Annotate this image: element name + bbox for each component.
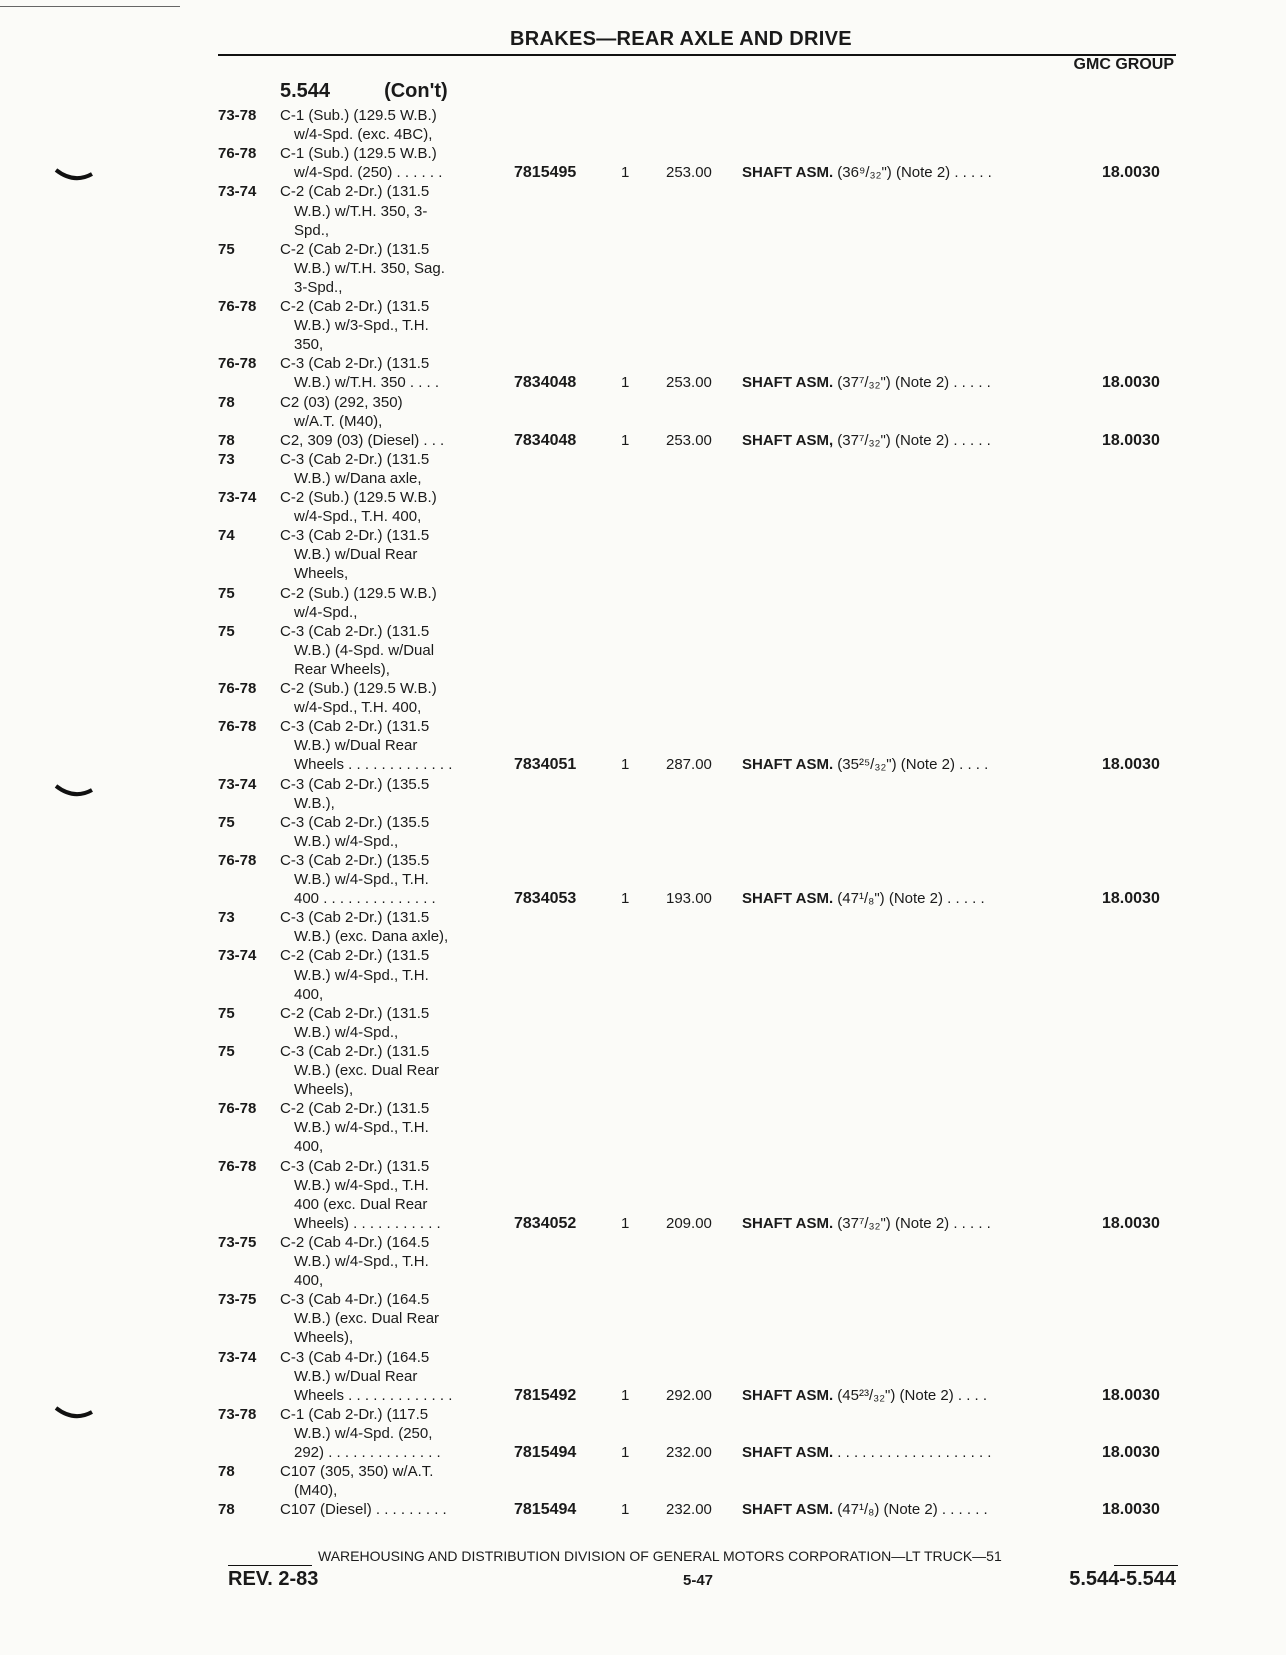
table-row [218, 584, 1178, 604]
quantity: 1 [621, 1386, 630, 1404]
part-number: 7834051 [514, 756, 577, 774]
table-row [218, 698, 1178, 718]
application-description: C-2 (Cab 2-Dr.) (131.5 [280, 1004, 430, 1022]
table-row [218, 106, 1178, 126]
part-number: 7815492 [514, 1386, 577, 1404]
table-row [218, 832, 1178, 852]
application-description: W.B.) w/Dana axle, [294, 469, 422, 487]
application-description: C-3 (Cab 2-Dr.) (131.5 [280, 718, 430, 736]
quantity: 1 [621, 890, 630, 908]
price: 287.00 [666, 756, 712, 774]
revision-label: REV. 2-83 [228, 1568, 319, 1590]
application-description: C-3 (Cab 2-Dr.) (131.5 [280, 527, 430, 545]
application-description: C-2 (Sub.) (129.5 W.B.) [280, 680, 437, 697]
item-spec: (47¹/₈) (Note 2) . . . . . . [837, 1501, 988, 1519]
top-edge-line [0, 6, 180, 7]
application-description: Rear Wheels), [294, 660, 390, 678]
table-row [218, 125, 1178, 145]
table-row [218, 717, 1178, 737]
quantity: 1 [621, 1214, 630, 1232]
table-row [218, 450, 1178, 470]
table-row [218, 966, 1178, 986]
table-row [218, 1290, 1178, 1310]
model-year: 73-75 [218, 1291, 257, 1309]
item-description [742, 163, 992, 183]
application-description: C-3 (Cab 2-Dr.) (131.5 [280, 909, 430, 927]
table-row [218, 813, 1178, 833]
application-description: W.B.) w/3-Spd., T.H. [294, 317, 429, 335]
application-description: Wheels, [294, 565, 349, 583]
application-description: C-3 (Cab 2-Dr.) (131.5 [280, 622, 430, 640]
application-description: W.B.), [294, 794, 335, 812]
application-description: W.B.) w/T.H. 350, 3- [294, 202, 428, 220]
application-description: W.B.) w/4-Spd., [294, 1023, 399, 1041]
table-row [218, 412, 1178, 432]
application-description: w/A.T. (M40), [294, 412, 383, 430]
application-description: w/4-Spd. (250) . . . . . . [294, 164, 443, 182]
model-year: 78 [218, 1501, 235, 1519]
model-year: 73-74 [218, 775, 257, 793]
table-row [218, 927, 1178, 947]
application-description: C-2 (Cab 2-Dr.) (131.5 [280, 1100, 430, 1118]
model-year: 76-78 [218, 1157, 257, 1175]
section-range: 5.544-5.544 [1069, 1568, 1176, 1590]
item-spec: (47¹/₈") (Note 2) . . . . . [837, 890, 985, 908]
table-row [218, 221, 1178, 241]
table-row [218, 641, 1178, 661]
part-number: 7834053 [514, 890, 577, 908]
table-row [218, 1500, 1178, 1520]
group-number: 18.0030 [1102, 1501, 1160, 1519]
application-description: C-3 (Cab 4-Dr.) (164.5 [280, 1348, 430, 1366]
model-year: 73-74 [218, 1348, 257, 1366]
table-row [218, 1099, 1178, 1119]
table-row [218, 660, 1178, 680]
application-description: 400, [294, 985, 324, 1003]
application-description: W.B.) w/T.H. 350 . . . . [294, 374, 440, 392]
application-description: Wheels), [294, 1081, 354, 1099]
table-row [218, 755, 1178, 775]
application-description: W.B.) w/4-Spd. (250, [294, 1424, 433, 1442]
price: 232.00 [666, 1444, 712, 1461]
application-description: 400 (exc. Dual Rear [294, 1195, 428, 1213]
price: 209.00 [666, 1214, 712, 1232]
application-description: w/4-Spd. (exc. 4BC), [294, 126, 433, 144]
footer-rule-left [228, 1565, 312, 1566]
item-description [742, 1214, 991, 1234]
binder-hole-mark [54, 168, 94, 182]
item-name: SHAFT ASM. [742, 374, 834, 392]
application-description: w/4-Spd., T.H. 400, [294, 699, 422, 717]
item-description [742, 1443, 991, 1463]
part-number: 7815495 [514, 164, 577, 182]
model-year: 73-78 [218, 1405, 257, 1423]
table-row [218, 1137, 1178, 1157]
table-row [218, 1023, 1178, 1043]
quantity: 1 [621, 1501, 630, 1519]
application-description: Spd., [294, 221, 330, 239]
group-number: 18.0030 [1102, 890, 1160, 908]
application-description: C-2 (Sub.) (129.5 W.B.) [280, 584, 437, 602]
application-description: C-3 (Cab 2-Dr.) (135.5 [280, 813, 430, 831]
group-number: 18.0030 [1102, 374, 1160, 392]
table-row [218, 851, 1178, 871]
model-year: 76-78 [218, 851, 257, 869]
table-row [218, 431, 1178, 451]
table-row [218, 985, 1178, 1005]
section-number: 5.544 [280, 80, 331, 102]
quantity: 1 [621, 431, 630, 449]
table-row [218, 775, 1178, 795]
table-row [218, 1061, 1178, 1081]
table-row [218, 679, 1178, 699]
table-row [218, 1214, 1178, 1234]
table-row [218, 1424, 1178, 1444]
application-description: C-3 (Cab 2-Dr.) (131.5 [280, 450, 430, 468]
model-year: 75 [218, 584, 235, 602]
model-year: 76-78 [218, 680, 257, 697]
section-heading [280, 80, 448, 103]
table-row [218, 1042, 1178, 1062]
item-description [742, 1386, 987, 1406]
application-description: Wheels) . . . . . . . . . . . [294, 1214, 441, 1232]
item-spec: (37⁷/₃₂") (Note 2) . . . . . [837, 431, 991, 449]
application-description: 400 . . . . . . . . . . . . . . [294, 890, 436, 908]
group-number: 18.0030 [1102, 1444, 1160, 1461]
model-year: 75 [218, 1004, 235, 1022]
price: 253.00 [666, 164, 712, 182]
page-title: BRAKES—REAR AXLE AND DRIVE [510, 28, 852, 50]
application-description: C-1 (Cab 2-Dr.) (117.5 [280, 1405, 429, 1423]
part-number: 7815494 [514, 1501, 577, 1519]
quantity: 1 [621, 164, 630, 182]
application-description: C-3 (Cab 4-Dr.) (164.5 [280, 1291, 430, 1309]
application-description: (M40), [294, 1482, 338, 1500]
application-description: C2 (03) (292, 350) [280, 393, 403, 411]
table-row [218, 1367, 1178, 1387]
item-description [742, 755, 988, 775]
table-row [218, 622, 1178, 642]
quantity: 1 [621, 756, 630, 774]
application-description: 350, [294, 336, 324, 354]
application-description: W.B.) (4-Spd. w/Dual [294, 641, 435, 659]
price: 232.00 [666, 1501, 712, 1519]
application-description: W.B.) w/4-Spd., [294, 832, 399, 850]
model-year: 73-78 [218, 107, 257, 124]
application-description: W.B.) w/T.H. 350, Sag. [294, 259, 445, 277]
table-row [218, 393, 1178, 413]
table-row [218, 1271, 1178, 1291]
table-row [218, 545, 1178, 565]
item-name: SHAFT ASM, [742, 431, 834, 449]
price: 292.00 [666, 1386, 712, 1404]
application-description: w/4-Spd., [294, 603, 358, 621]
item-name: SHAFT ASM. [742, 890, 834, 908]
quantity: 1 [621, 374, 630, 392]
model-year: 76-78 [218, 145, 257, 163]
part-number: 7834048 [514, 374, 577, 392]
footer-text: WAREHOUSING AND DISTRIBUTION DIVISION OF GENERAL MOTORS CORPORATION—LT TRUCK—51 [318, 1548, 1002, 1564]
table-row [218, 794, 1178, 814]
item-spec: . . . . . . . . . . . . . . . . . . . [837, 1444, 992, 1461]
table-row [218, 316, 1178, 336]
application-description: w/4-Spd., T.H. 400, [294, 508, 422, 526]
table-row [218, 144, 1178, 164]
application-description: W.B.) (exc. Dual Rear [294, 1310, 440, 1328]
table-row [218, 1195, 1178, 1215]
application-description: Wheels . . . . . . . . . . . . . [294, 1386, 453, 1404]
table-row [218, 946, 1178, 966]
model-year: 76-78 [218, 298, 257, 315]
application-description: C-3 (Cab 2-Dr.) (135.5 [280, 851, 430, 869]
table-row [218, 603, 1178, 623]
application-description: W.B.) w/4-Spd., T.H. [294, 966, 429, 984]
application-description: C-3 (Cab 2-Dr.) (131.5 [280, 1042, 430, 1060]
application-description: C-3 (Cab 2-Dr.) (131.5 [280, 1157, 430, 1175]
price: 253.00 [666, 374, 712, 392]
table-row [218, 1462, 1178, 1482]
item-description [742, 373, 991, 393]
table-row [218, 1348, 1178, 1368]
application-description: 400, [294, 1272, 324, 1290]
group-number: 18.0030 [1102, 164, 1160, 182]
group-number: 18.0030 [1102, 756, 1160, 774]
item-description [742, 889, 985, 909]
application-description: C107 (Diesel) . . . . . . . . . [280, 1501, 447, 1519]
model-year: 73-74 [218, 947, 257, 965]
table-row [218, 889, 1178, 909]
group-number: 18.0030 [1102, 1214, 1160, 1232]
table-row [218, 1176, 1178, 1196]
application-description: C-3 (Cab 2-Dr.) (135.5 [280, 775, 430, 793]
table-row [218, 1252, 1178, 1272]
table-row [218, 1328, 1178, 1348]
model-year: 74 [218, 527, 235, 545]
item-spec: (45²³/₃₂") (Note 2) . . . . [837, 1386, 988, 1404]
table-row [218, 335, 1178, 355]
table-row [218, 240, 1178, 260]
application-description: W.B.) w/Dual Rear [294, 1367, 418, 1385]
model-year: 75 [218, 1042, 235, 1060]
footer-rule-right [1114, 1565, 1178, 1566]
item-name: SHAFT ASM. [742, 164, 834, 182]
application-description: Wheels), [294, 1329, 354, 1347]
table-row [218, 259, 1178, 279]
model-year: 73-74 [218, 183, 257, 201]
model-year: 73 [218, 450, 235, 468]
application-description: 400, [294, 1138, 324, 1156]
table-row [218, 1080, 1178, 1100]
model-year: 75 [218, 813, 235, 831]
table-row [218, 736, 1178, 756]
application-description: W.B.) (exc. Dual Rear [294, 1062, 440, 1079]
table-row [218, 1405, 1178, 1425]
table-row [218, 908, 1178, 928]
quantity: 1 [621, 1444, 630, 1461]
application-description: W.B.) (exc. Dana axle), [294, 928, 449, 946]
table-row [218, 1481, 1178, 1501]
application-description: C-2 (Cab 2-Dr.) (131.5 [280, 240, 430, 258]
table-row [218, 1157, 1178, 1177]
binder-hole-mark [54, 784, 94, 798]
table-row [218, 526, 1178, 546]
item-description [742, 431, 991, 451]
item-spec: (37⁷/₃₂") (Note 2) . . . . . [837, 1214, 991, 1232]
table-row [218, 297, 1178, 317]
application-description: C-1 (Sub.) (129.5 W.B.) [280, 107, 437, 124]
model-year: 78 [218, 393, 235, 411]
item-spec: (36⁹/₃₂") (Note 2) . . . . . [837, 164, 992, 182]
model-year: 76-78 [218, 355, 257, 373]
application-description: C-2 (Cab 4-Dr.) (164.5 [280, 1233, 430, 1251]
item-name: SHAFT ASM. [742, 756, 834, 774]
table-row [218, 507, 1178, 527]
item-spec: (35²⁵/₃₂") (Note 2) . . . . [837, 756, 989, 774]
table-row [218, 182, 1178, 202]
page-number: 5-47 [683, 1572, 714, 1589]
price: 193.00 [666, 890, 712, 908]
model-year: 73-74 [218, 489, 257, 506]
table-row [218, 564, 1178, 584]
section-continued: (Con't) [384, 80, 448, 102]
application-description: W.B.) w/4-Spd., T.H. [294, 1176, 429, 1194]
model-year: 73-75 [218, 1233, 257, 1251]
application-description: C-1 (Sub.) (129.5 W.B.) [280, 145, 437, 163]
application-description: W.B.) w/Dual Rear [294, 737, 418, 755]
header-rule [218, 54, 1176, 56]
table-row [218, 1118, 1178, 1138]
model-year: 76-78 [218, 1100, 257, 1118]
item-spec: (37⁷/₃₂") (Note 2) . . . . . [837, 374, 991, 392]
application-description: C-2 (Cab 2-Dr.) (131.5 [280, 183, 430, 201]
application-description: W.B.) w/4-Spd., T.H. [294, 1119, 429, 1137]
binder-hole-mark [54, 1406, 94, 1420]
model-year: 78 [218, 431, 235, 449]
application-description: 292) . . . . . . . . . . . . . . [294, 1444, 441, 1461]
item-name: SHAFT ASM. [742, 1501, 834, 1519]
application-description: C-2 (Cab 2-Dr.) (131.5 [280, 298, 430, 315]
table-row [218, 354, 1178, 374]
table-row [218, 163, 1178, 183]
table-row [218, 1309, 1178, 1329]
table-row [218, 870, 1178, 890]
model-year: 73 [218, 909, 235, 927]
table-row [218, 373, 1178, 393]
table-row [218, 488, 1178, 508]
model-year: 78 [218, 1463, 235, 1481]
model-year: 75 [218, 240, 235, 258]
part-number: 7815494 [514, 1444, 577, 1461]
table-row [218, 202, 1178, 222]
application-description: C-3 (Cab 2-Dr.) (131.5 [280, 355, 430, 373]
group-number: 18.0030 [1102, 431, 1160, 449]
table-row [218, 278, 1178, 298]
application-description: W.B.) w/Dual Rear [294, 546, 418, 564]
application-description: Wheels . . . . . . . . . . . . . [294, 756, 453, 774]
part-number: 7834048 [514, 431, 577, 449]
application-description: W.B.) w/4-Spd., T.H. [294, 871, 429, 888]
table-row [218, 469, 1178, 489]
table-row [218, 1004, 1178, 1024]
item-name: SHAFT ASM. [742, 1444, 834, 1461]
model-year: 76-78 [218, 718, 257, 736]
application-description: C107 (305, 350) w/A.T. [280, 1463, 434, 1481]
item-description [742, 1500, 988, 1520]
price: 253.00 [666, 431, 712, 449]
application-description: 3-Spd., [294, 278, 343, 296]
table-row [218, 1233, 1178, 1253]
model-year: 75 [218, 622, 235, 640]
table-row [218, 1386, 1178, 1406]
table-row [218, 1443, 1178, 1463]
application-description: C-2 (Cab 2-Dr.) (131.5 [280, 947, 430, 965]
group-label: GMC GROUP [1073, 56, 1174, 73]
application-description: C2, 309 (03) (Diesel) . . . [280, 431, 445, 449]
part-number: 7834052 [514, 1214, 577, 1232]
application-description: W.B.) w/4-Spd., T.H. [294, 1253, 429, 1270]
item-name: SHAFT ASM. [742, 1214, 834, 1232]
group-number: 18.0030 [1102, 1386, 1160, 1404]
item-name: SHAFT ASM. [742, 1386, 834, 1404]
application-description: C-2 (Sub.) (129.5 W.B.) [280, 489, 437, 506]
